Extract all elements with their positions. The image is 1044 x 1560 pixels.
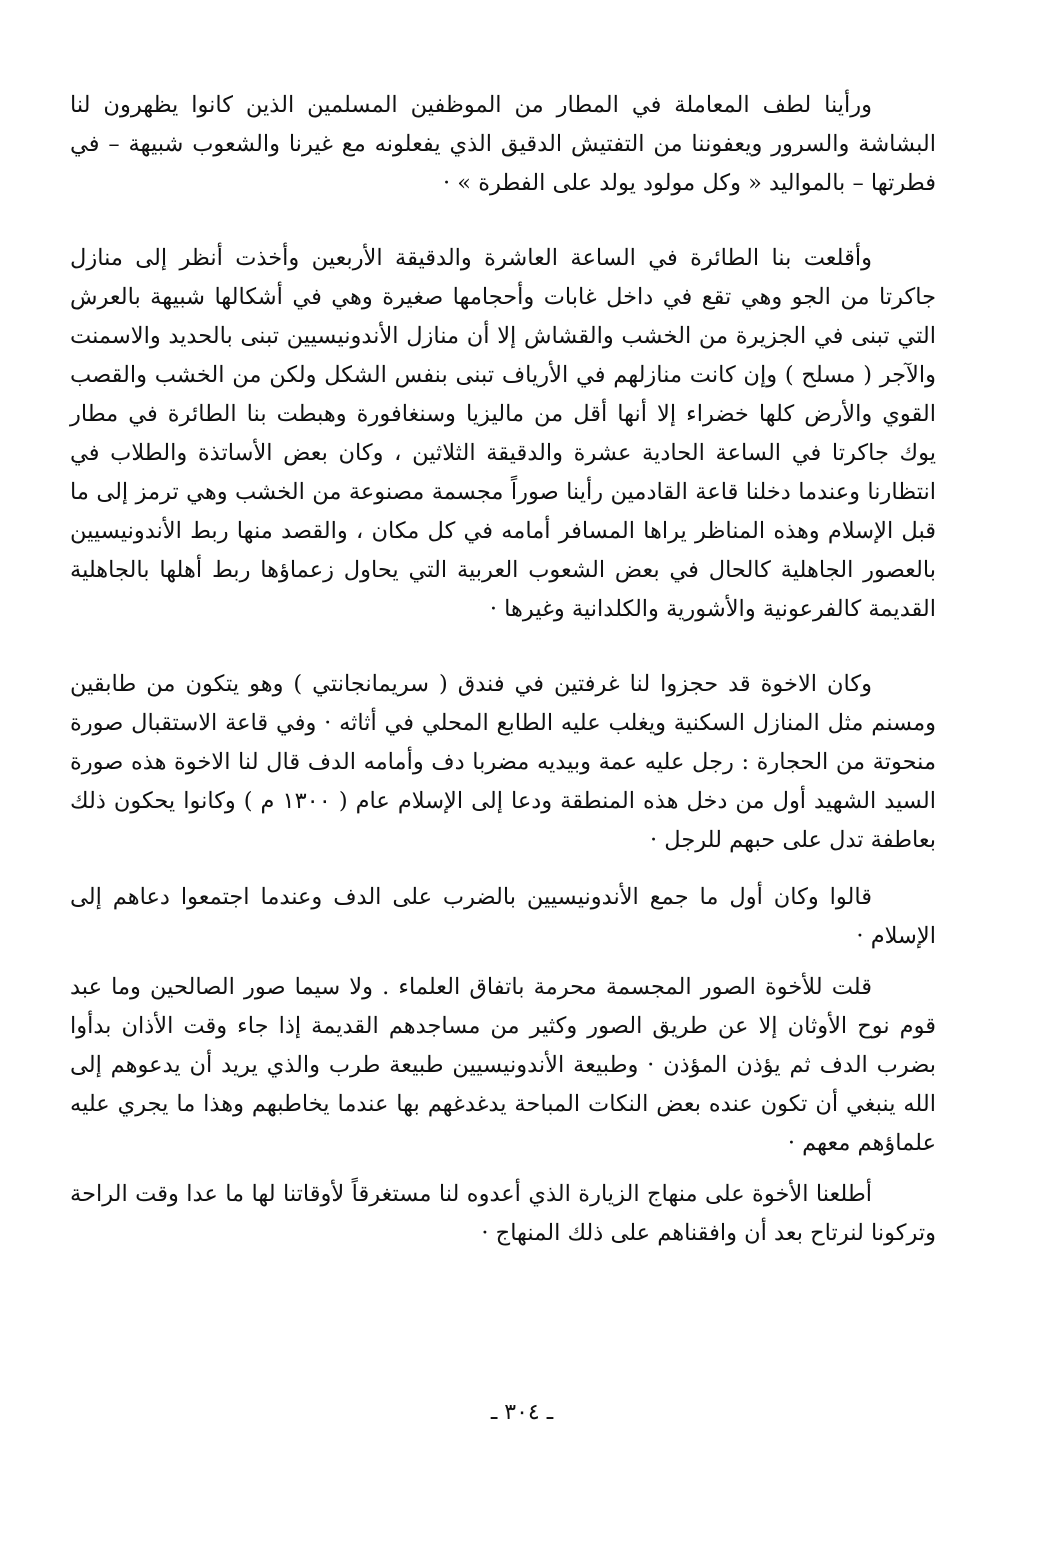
paragraph-images-ruling: قلت للأخوة الصور المجسمة محرمة باتفاق العلماء . ولا سيما صور الصالحين وما عبد قوم نوح الأوثان إلا عن طريق الصور وكثير من مساجدهم القديمة إذا جاء وقت الأذان بدأوا بضرب الدف ثم يؤذن المؤذن · وطبيعة الأندونيسيين طبيعة طرب والذي يريد أن يدعوهم إلى الله ينبغي أن تكون عنده بعض النكات المباحة يدغدغهم بها عندما يخاطبهم وهذا ما يجري عليه علماؤهم معهم · xyxy=(70,974,936,1156)
paragraph-visit-program: أطلعنا الأخوة على منهاج الزيارة الذي أعدوه لنا مستغرقاً لأوقاتنا لها ما عدا وقت الراحة وتركونا لنرتاح بعد أن وافقناهم على ذلك المنهاج · xyxy=(70,1181,936,1246)
paragraph-flight-to-yogyakarta: وأقلعت بنا الطائرة في الساعة العاشرة والدقيقة الأربعين وأخذت أنظر إلى منازل جاكرتا من الجو وهي تقع في داخل غابات وأحجامها صغيرة وهي في أشكالها شبيهة بالعرش التي تبنى في الجزيرة من الخشب والقشاش إلا أن منازل الأندونيسيين تبنى بالحديد والاسمنت والآجر ( مسلح ) وإن كانت منازلهم في الأرياف تبنى بنفس الشكل ولكن من الخشب والقصب القوي والأرض كلها خضراء إلا أنها أقل من ماليزيا وسنغافورة وهبطت بنا الطائرة في مطار يوك جاكرتا في الساعة الحادية عشرة والدقيقة الثلاثين ، وكان بعض الأساتذة والطلاب في انتظارنا وعندما دخلنا قاعة القادمين رأينا صوراً مجسمة مصنوعة من الخشب وهي ترمز إلى ما قبل الإسلام وهذه المناظر يراها المسافر أمامه في كل مكان ، والقصد منها ربط الأندونيسيين بالعصور الجاهلية كالحال في بعض الشعوب العربية التي يحاول زعماؤها ربط أهلها بالجاهلية القديمة كالفرعونية والأشورية والكلدانية وغيرها · xyxy=(70,245,936,622)
page-number: ـ ٣٠٤ ـ xyxy=(490,1400,554,1425)
paragraph-airport-courtesy: ورأينا لطف المعاملة في المطار من الموظفين المسلمين الذين كانوا يظهرون لنا البشاشة والسرور ويعفوننا من التفتيش الدقيق الذي يفعلونه مع غيرنا والشعوب شبيهة – في فطرتها – بالمواليد « وكل مولود يولد على الفطرة » · xyxy=(70,92,936,196)
paragraph-hotel-description: وكان الاخوة قد حجزوا لنا غرفتين في فندق ( سريمانجانتي ) وهو يتكون من طابقين ومسنم مثل المنازل السكنية ويغلب عليه الطابع المحلي في أثاثه · وفي قاعة الاستقبال صورة منحوتة من الحجارة : رجل عليه عمة وبيديه مضربا دف وأمامه الدف قال لنا الاخوة هذه صورة السيد الشهيد أول من دخل هذه المنطقة ودعا إلى الإسلام عام ( ١٣٠٠ م ) وكانوا يحكون ذلك بعاطفة تدل على حبهم للرجل · xyxy=(70,671,936,853)
paragraph-drum-gathering: قالوا وكان أول ما جمع الأندونيسيين بالضرب على الدف وعندما اجتمعوا دعاهم إلى الإسلام · xyxy=(70,884,936,949)
page-body-text xyxy=(70,86,936,1253)
